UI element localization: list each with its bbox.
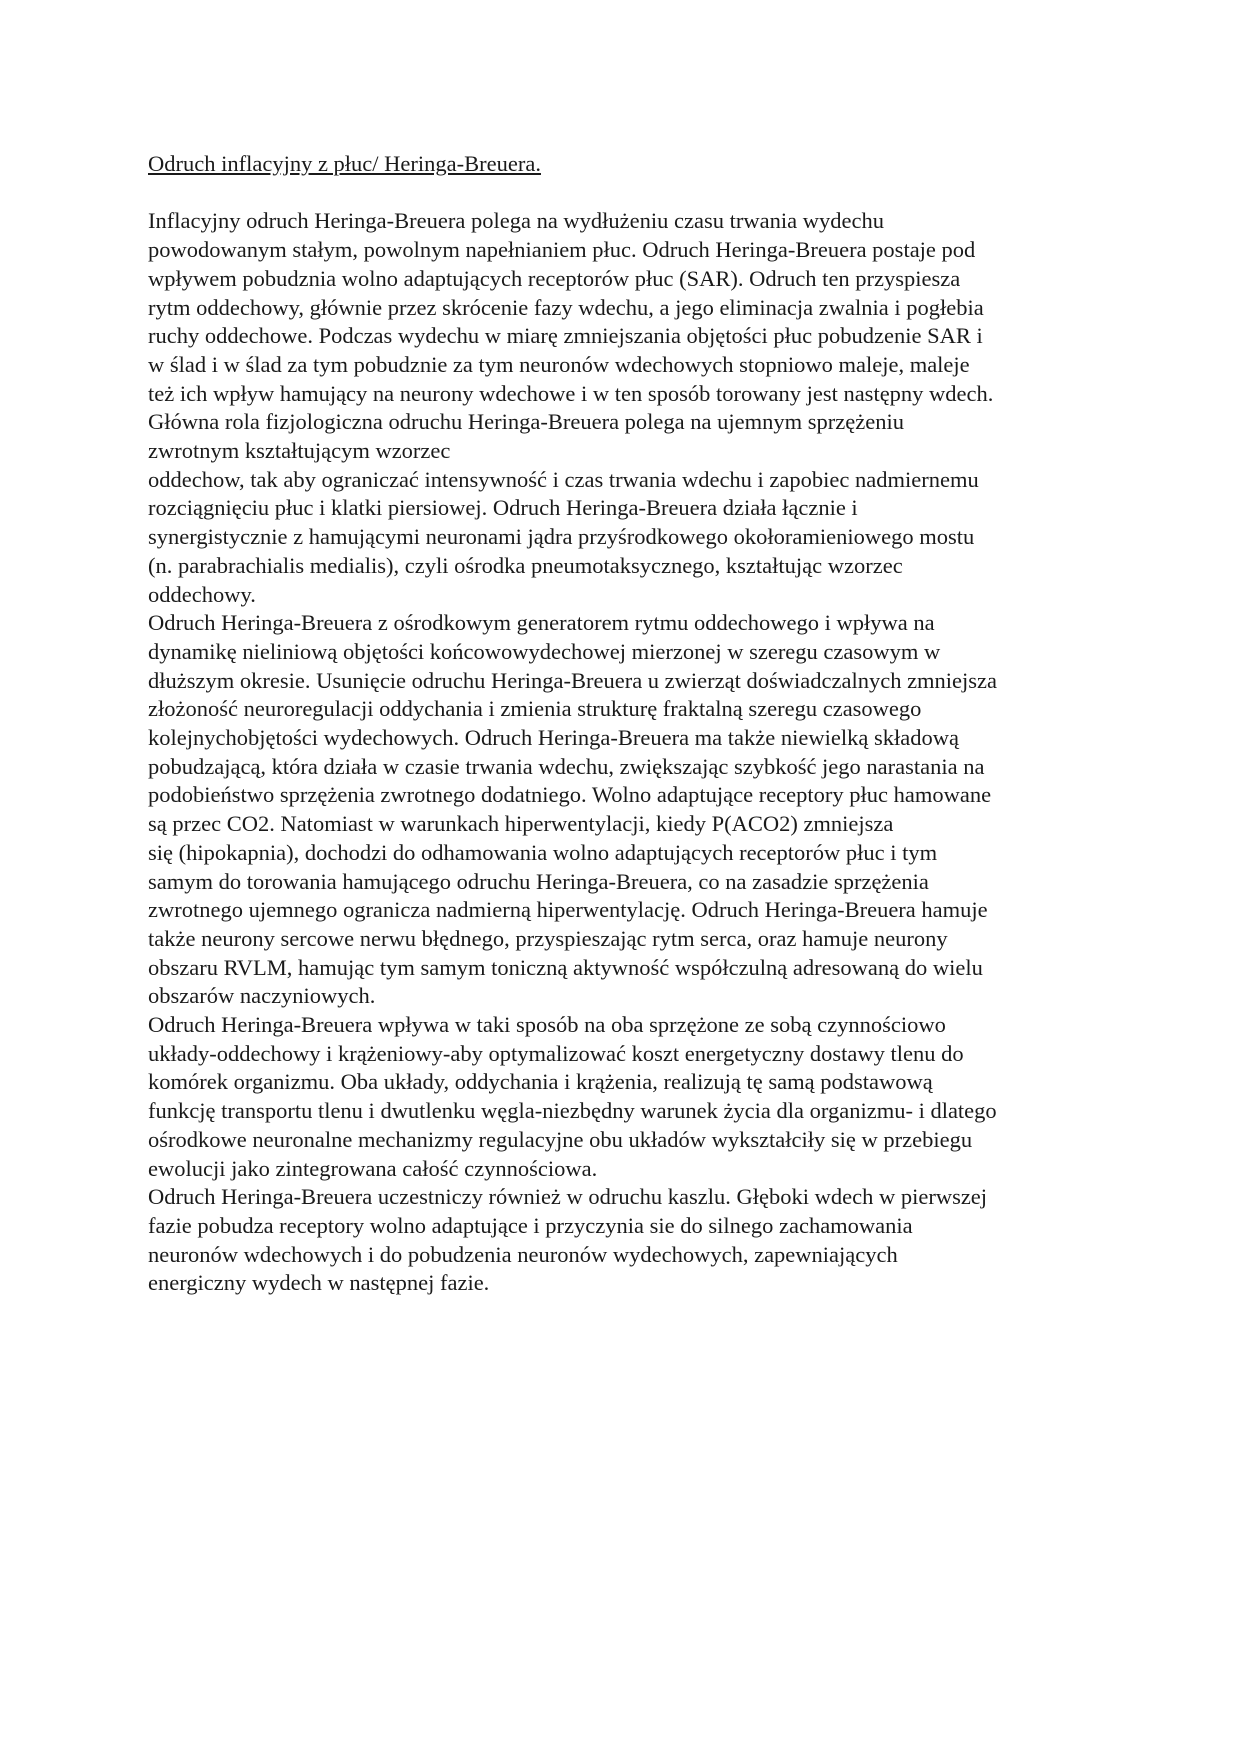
document-body [148, 207, 1098, 1298]
body-text-line: Główna rola fizjologiczna odruchu Heringa-Breuera polega na ujemnym sprzężeniu [148, 409, 904, 435]
body-text-line: ośrodkowe neuronalne mechanizmy regulacyjne obu układów wykształciły się w przebiegu [148, 1126, 973, 1152]
body-text-line: dynamikę nieliniową objętości końcowowydechowej mierzonej w szeregu czasowym w [148, 638, 941, 664]
body-text-line: fazie pobudza receptory wolno adaptujące i przyczynia sie do silnego zachamowania [148, 1213, 913, 1238]
body-text-line: są przec CO2. Natomiast w warunkach hiperwentylacji, kiedy P(ACO2) zmniejsza [148, 811, 894, 837]
body-text-line: samym do torowania hamującego odruchu Heringa-Breuera, co na zasadzie sprzężenia [148, 868, 929, 894]
body-text-line: podobieństwo sprzężenia zwrotnego dodatniego. Wolno adaptujące receptory płuc hamowane [148, 782, 992, 808]
body-text-line: energiczny wydech w następnej fazie. [148, 1270, 490, 1296]
body-text-line: rytm oddechowy, głównie przez skrócenie fazy wdechu, a jego eliminacja zwalnia i pogłebia [148, 294, 984, 320]
body-text-line: ewolucji jako zintegrowana całość czynnościowa. [148, 1155, 598, 1181]
body-text-line: oddechowy. [148, 581, 256, 607]
body-text-line: ruchy oddechowe. Podczas wydechu w miarę zmniejszania objętości płuc pobudzenie SAR i [148, 323, 983, 349]
body-text-line: układy-oddechowy i krążeniowy-aby optymalizować koszt energetyczny dostawy tlenu do [148, 1040, 964, 1066]
title-spacing [148, 179, 1098, 208]
body-text-line: zwrotnym kształtującym wzorzec [148, 438, 451, 464]
body-text-line: synergistycznie z hamującymi neuronami jądra przyśrodkowego okołoramieniowego mostu [148, 524, 975, 550]
body-text-line: komórek organizmu. Oba układy, oddychania i krążenia, realizują tę samą podstawową [148, 1069, 933, 1095]
body-text-line: się (hipokapnia), dochodzi do odhamowania wolno adaptujących receptorów płuc i tym [148, 839, 938, 865]
document-content [148, 150, 1098, 1298]
document-title: Odruch inflacyjny z płuc/ Heringa-Breuera. [148, 151, 541, 176]
body-text-line: Odruch Heringa-Breuera uczestniczy również w odruchu kaszlu. Głęboki wdech w pierwszej [148, 1184, 988, 1210]
body-text-line: pobudzającą, która działa w czasie trwania wdechu, zwiększając szybkość jego narastania na [148, 753, 985, 779]
body-text-line: też ich wpływ hamujący na neurony wdechowe i w ten sposób torowany jest następny wdech. [148, 380, 994, 406]
body-text-line: funkcję transportu tlenu i dwutlenku węgla-niezbędny warunek życia dla organizmu- i dlatego [148, 1098, 997, 1124]
body-text-line: w ślad i w ślad za tym pobudznie za tym neuronów wdechowych stopniowo maleje, maleje [148, 351, 970, 377]
body-text-line: złożoność neuroregulacji oddychania i zmienia strukturę fraktalną szeregu czasowego [148, 696, 922, 722]
body-text-line: (n. parabrachialis medialis), czyli ośrodka pneumotaksycznego, kształtując wzorzec [148, 552, 903, 578]
body-text-line: Odruch Heringa-Breuera z ośrodkowym generatorem rytmu oddechowego i wpływa na [148, 610, 935, 636]
body-text-line: powodowanym stałym, powolnym napełnianiem płuc. Odruch Heringa-Breuera postaje pod [148, 237, 976, 263]
body-text-line: obszarów naczyniowych. [148, 983, 376, 1009]
body-text-line: dłuższym okresie. Usunięcie odruchu Heringa-Breuera u zwierząt doświadczalnych zmniejsza [148, 667, 998, 693]
body-text-line: neuronów wdechowych i do pobudzenia neuronów wydechowych, zapewniających [148, 1241, 898, 1267]
body-text-line: obszaru RVLM, hamując tym samym toniczną aktywność współczulną adresowaną do wielu [148, 954, 983, 980]
body-text-line: wpływem pobudznia wolno adaptujących receptorów płuc (SAR). Odruch ten przyspiesza [148, 265, 961, 291]
body-text-line: zwrotnego ujemnego ogranicza nadmierną hiperwentylację. Odruch Heringa-Breuera hamuje [148, 897, 988, 923]
body-text-line: rozciągnięciu płuc i klatki piersiowej. Odruch Heringa-Breuera działa łącznie i [148, 495, 858, 521]
body-text-line: Inflacyjny odruch Heringa-Breuera polega na wydłużeniu czasu trwania wydechu [148, 208, 884, 234]
body-text-line: oddechow, tak aby ograniczać intensywność i czas trwania wdechu i zapobiec nadmiernemu [148, 466, 979, 492]
body-text-line: Odruch Heringa-Breuera wpływa w taki sposób na oba sprzężone ze sobą czynnościowo [148, 1012, 946, 1038]
body-text-line: także neurony sercowe nerwu błędnego, przyspieszając rytm serca, oraz hamuje neurony [148, 925, 948, 951]
body-text-line: kolejnychobjętości wydechowych. Odruch Heringa-Breuera ma także niewielką składową [148, 725, 959, 751]
